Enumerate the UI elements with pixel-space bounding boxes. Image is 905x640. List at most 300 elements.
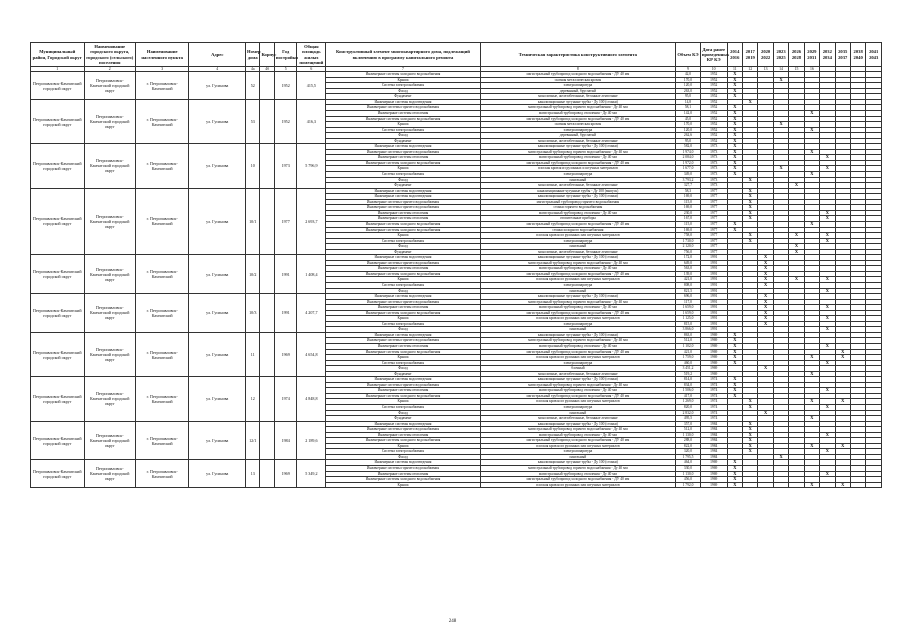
characteristic-cell: магистральный трубопровод отопления - Ду 40 мм (480, 266, 676, 272)
volume-cell: 2 084,0 (676, 155, 701, 161)
characteristic-cell: электроаппаратура (480, 282, 676, 288)
period-mark-cell: X (789, 249, 804, 255)
element-cell: Крыша (326, 277, 480, 283)
element-cell: Инженерные системы холодного водоснабжения (326, 221, 480, 227)
living-area-cell: 416,3 (297, 99, 326, 143)
living-area-cell: 2 189,6 (297, 421, 326, 460)
period-mark-cell: X (727, 377, 742, 383)
volume-cell: 1 795,5 (676, 454, 701, 460)
characteristic-cell: магистральный трубопровод горячего водоснабжения - Ду 40 мм (480, 299, 676, 305)
year-built-cell: 1952 (274, 72, 297, 100)
prev-repair-date-cell: 1991 (700, 321, 727, 327)
prev-repair-date-cell: 1977 (700, 210, 727, 216)
prev-repair-date-cell: 1974 (700, 399, 727, 405)
element-cell: Система электроснабжения (326, 172, 480, 178)
column-header: 2026 2028 (789, 43, 804, 67)
element-cell: Крыша (326, 443, 480, 449)
column-number: 16 (804, 67, 819, 72)
volume-cell: 169,0 (676, 205, 701, 211)
characteristic-cell: стояки горячего водоснабжения (480, 205, 676, 211)
characteristic-cell: магистральный трубопровод отопления - Ду 40 мм (480, 210, 676, 216)
volume-cell: 3 793,2 (676, 177, 701, 183)
prev-repair-date-cell: 1952 (700, 83, 727, 89)
characteristic-cell: магистральный трубопровод отопления - Ду 40 мм (480, 388, 676, 394)
address-cell: ул. Гусинова (189, 99, 246, 143)
characteristic-cell: монолитные, железобетонные, бетонные ленточные (480, 183, 676, 189)
volume-cell: 808,0 (676, 282, 701, 288)
period-mark-cell: X (758, 294, 773, 300)
characteristic-cell: монолитные, железобетонные, бетонные ленточные (480, 94, 676, 100)
period-mark-cell: X (727, 166, 742, 172)
element-cell: Крыша (326, 482, 480, 488)
volume-cell: 820,0 (676, 405, 701, 411)
element-cell: Инженерные системы холодного водоснабжения (326, 271, 480, 277)
characteristic-cell: канализационные чугунные трубы - Ду 100 (стояки) (480, 99, 676, 105)
volume-cell: 3 866,0 (676, 327, 701, 333)
element-cell: Инженерные системы отопления (326, 155, 480, 161)
volume-cell: 95,0 (676, 94, 701, 100)
table-header-row (31, 43, 882, 67)
district-cell: Петропавловск-Камчатский городской округ (31, 144, 85, 188)
element-cell: Инженерные системы холодного водоснабжения (326, 227, 480, 233)
volume-cell: 519,2 (676, 371, 701, 377)
prev-repair-date-cell: 1991 (700, 305, 727, 311)
period-mark-cell: X (758, 299, 773, 305)
prev-repair-date-cell: 1984 (700, 427, 727, 433)
column-number: 14 (773, 67, 788, 72)
period-mark-cell: X (727, 149, 742, 155)
prev-repair-date-cell: 1984 (700, 449, 727, 455)
settlement-cell: Петропавловск-Камчатский городской округ (84, 460, 135, 488)
volume-cell: 834,0 (676, 382, 701, 388)
prev-repair-date-cell: 1969 (700, 360, 727, 366)
building-corpus-cell (260, 188, 274, 255)
living-area-cell: 4 848,8 (297, 377, 326, 421)
year-built-cell: 1991 (274, 255, 297, 294)
volume-cell: 42,0 (676, 72, 701, 78)
period-mark-cell: X (742, 194, 757, 200)
column-header: Дата ранее проведенных КР КЭ (700, 43, 727, 67)
prev-repair-date-cell: 1977 (700, 216, 727, 222)
prev-repair-date-cell: 1973 (700, 183, 727, 189)
period-mark-cell: X (742, 399, 757, 405)
element-cell: Инженерные системы холодного водоснабжения (326, 116, 480, 122)
house-number-cell: 12 (246, 377, 260, 421)
characteristic-cell: канализационные чугунные трубы - Ду 100 (выпуск) (480, 188, 676, 194)
element-cell: Инженерные системы горячего водоснабжения (326, 466, 480, 472)
volume-cell: 417,0 (676, 393, 701, 399)
period-mark-cell (742, 482, 757, 488)
volume-cell: 320,0 (676, 449, 701, 455)
period-mark-cell: X (773, 122, 788, 128)
district-cell: Петропавловск-Камчатский городской округ (31, 188, 85, 255)
prev-repair-date-cell: 1991 (700, 271, 727, 277)
district-cell: Петропавловск-Камчатский городской округ (31, 460, 85, 488)
volume-cell: 115,0 (676, 199, 701, 205)
district-cell: Петропавловск-Камчатский городской округ (31, 421, 85, 460)
element-cell: Фундамент (326, 249, 480, 255)
address-cell: ул. Гусинова (189, 144, 246, 188)
address-cell: ул. Гусинова (189, 421, 246, 460)
element-cell: Инженерные системы отопления (326, 343, 480, 349)
house-number-cell: 10/1 (246, 188, 260, 255)
characteristic-cell: магистральный трубопровод отопления - Ду 40 мм (480, 432, 676, 438)
characteristic-cell: магистральный трубопровод холодного водоснабжения - ДУ 40 мм (480, 438, 676, 444)
volume-cell: 1 102,0 (676, 343, 701, 349)
period-mark-cell: X (727, 133, 742, 139)
prev-repair-date-cell: 1974 (700, 410, 727, 416)
district-cell: Петропавловск-Камчатский городской округ (31, 377, 85, 421)
volume-cell: 1 730,0 (676, 238, 701, 244)
prev-repair-date-cell: 1974 (700, 382, 727, 388)
year-built-cell: 1969 (274, 460, 297, 488)
period-mark-cell: X (820, 327, 835, 333)
period-mark-cell: X (820, 405, 835, 411)
element-cell: Фундамент (326, 138, 480, 144)
period-mark-cell: X (773, 77, 788, 83)
volume-cell: 1 506,0 (676, 388, 701, 394)
period-mark-cell: X (835, 482, 850, 488)
period-mark-cell: X (727, 471, 742, 477)
prev-repair-date-cell: 1973 (700, 155, 727, 161)
period-mark-cell: X (727, 482, 742, 488)
element-cell: Инженерные системы отопления (326, 305, 480, 311)
element-cell: Инженерные системы водоотведения (326, 294, 480, 300)
column-number: 2 (84, 67, 135, 72)
characteristic-cell: канализационные чугунные трубы - Ду 100 (стояки) (480, 294, 676, 300)
prev-repair-date-cell: 1952 (700, 72, 727, 78)
period-mark-cell: X (820, 233, 835, 239)
year-built-cell: 1991 (274, 294, 297, 333)
characteristic-cell: плоская кровля из рулонных и штучных материалов (480, 166, 676, 172)
period-mark-cell: X (727, 72, 742, 78)
volume-cell: 330,0 (676, 466, 701, 472)
period-mark-cell: X (835, 349, 850, 355)
period-mark-cell: X (727, 227, 742, 233)
period-mark-cell: X (820, 210, 835, 216)
element-cell: Крыша (326, 399, 480, 405)
element-cell: Фасад (326, 366, 480, 372)
prev-repair-date-cell: 1973 (700, 144, 727, 150)
locality-cell: г. Петропавловск-Камчатский (135, 294, 189, 333)
period-mark-cell: X (804, 371, 819, 377)
volume-cell: 139,0 (676, 271, 701, 277)
period-mark-cell (758, 482, 773, 488)
prev-repair-date-cell: 1952 (700, 88, 727, 94)
element-cell: Инженерные системы водоотведения (326, 332, 480, 338)
period-mark-cell: X (804, 355, 819, 361)
element-cell: Инженерные системы холодного водоснабжения (326, 349, 480, 355)
house-number-cell: 52 (246, 72, 260, 100)
volume-cell: 696,0 (676, 294, 701, 300)
locality-cell: г. Петропавловск-Камчатский (135, 188, 189, 255)
characteristic-cell: канализационные чугунные трубы - Ду 100 (стояки) (480, 144, 676, 150)
element-cell: Инженерные системы горячего водоснабжения (326, 105, 480, 111)
period-mark-cell: X (820, 238, 835, 244)
element-cell: Инженерные системы водоотведения (326, 460, 480, 466)
district-cell: Петропавловск-Камчатский городской округ (31, 99, 85, 143)
volume-cell: 464,0 (676, 460, 701, 466)
period-mark-cell: X (835, 443, 850, 449)
volume-cell: 863,0 (676, 332, 701, 338)
characteristic-cell: электроаппаратура (480, 238, 676, 244)
settlement-cell: Петропавловск-Камчатский городской округ (84, 294, 135, 333)
element-cell: Крыша (326, 122, 480, 128)
period-mark-cell: X (727, 360, 742, 366)
volume-cell: 460,0 (676, 360, 701, 366)
period-mark-cell: X (727, 393, 742, 399)
period-mark-cell: X (742, 216, 757, 222)
house-number-cell: 10/3 (246, 294, 260, 333)
characteristic-cell: магистральный трубопровод горячего водоснабжения - Ду 40 мм (480, 382, 676, 388)
house-number-cell: 12/1 (246, 421, 260, 460)
prev-repair-date-cell: 1969 (700, 477, 727, 483)
period-mark-cell: X (727, 105, 742, 111)
characteristic-cell: магистральный трубопровод холодного водоснабжения - ДУ 40 мм (480, 477, 676, 483)
element-cell: Фасад (326, 327, 480, 333)
locality-cell: г. Петропавловск-Камчатский (135, 255, 189, 294)
characteristic-cell: магистральный трубопровод горячего водоснабжения - Ду 40 мм (480, 149, 676, 155)
element-cell: Инженерные системы холодного водоснабжения (326, 477, 480, 483)
element-cell: Инженерные системы холодного водоснабжения (326, 438, 480, 444)
characteristic-cell: магистральный трубопровод горячего водоснабжения - Ду 40 мм (480, 338, 676, 344)
element-cell: Инженерные системы отопления (326, 111, 480, 117)
prev-repair-date-cell: 1969 (700, 460, 727, 466)
period-mark-cell: X (742, 443, 757, 449)
element-cell: Крыша (326, 355, 480, 361)
characteristic-cell: магистральный трубопровод холодного водоснабжения - ДУ 40 мм (480, 349, 676, 355)
element-cell: Инженерные системы горячего водоснабжения (326, 149, 480, 155)
period-mark-cell: X (727, 382, 742, 388)
element-cell: Инженерные системы отопления (326, 432, 480, 438)
settlement-cell: Петропавловск-Камчатский городской округ (84, 421, 135, 460)
year-built-cell: 1984 (274, 421, 297, 460)
element-cell: Инженерные системы водоотведения (326, 188, 480, 194)
period-mark-cell: X (758, 266, 773, 272)
period-mark-cell: X (758, 410, 773, 416)
characteristic-cell: магистральный трубопровод холодного водоснабжения - ДУ 40 мм (480, 160, 676, 166)
characteristic-cell: плоская кровля из рулонных или штучных материалов (480, 482, 676, 488)
element-cell: Фундамент (326, 416, 480, 422)
volume-cell: 45,0 (676, 116, 701, 122)
period-mark-cell: X (727, 94, 742, 100)
characteristic-cell: магистральный трубопровод отопления - Ду 40 мм (480, 111, 676, 117)
column-number: 4 (189, 67, 246, 72)
column-header: Год постройки (274, 43, 297, 67)
period-mark-cell: X (742, 199, 757, 205)
element-cell: Инженерные системы водоотведения (326, 377, 480, 383)
period-mark-cell: X (758, 321, 773, 327)
characteristic-cell: электроаппаратура (480, 321, 676, 327)
period-mark-cell: X (727, 127, 742, 133)
year-built-cell: 1977 (274, 188, 297, 255)
column-number: 15 (789, 67, 804, 72)
volume-cell: 2 120,0 (676, 244, 701, 250)
living-area-cell: 2 693,7 (297, 188, 326, 255)
period-mark-cell: X (727, 155, 742, 161)
column-header: Корпус (260, 43, 274, 67)
house-number-cell: 53 (246, 99, 260, 143)
period-mark-cell: X (727, 338, 742, 344)
volume-cell: 1 972,0 (676, 160, 701, 166)
settlement-cell: Петропавловск-Камчатский городской округ (84, 144, 135, 188)
characteristic-cell: магистральный трубопровод холодного водоснабжения - ДУ 40 мм (480, 393, 676, 399)
volume-cell: 512,0 (676, 338, 701, 344)
locality-cell: г. Петропавловск-Камчатский (135, 421, 189, 460)
period-mark-cell: X (727, 83, 742, 89)
volume-cell: 263,0 (676, 88, 701, 94)
prev-repair-date-cell: 1969 (700, 349, 727, 355)
building-corpus-cell (260, 72, 274, 100)
element-cell: Фасад (326, 410, 480, 416)
prev-repair-date-cell: 1973 (700, 172, 727, 178)
period-mark-cell: X (820, 360, 835, 366)
prev-repair-date-cell: 1991 (700, 299, 727, 305)
prev-repair-date-cell: 1952 (700, 94, 727, 100)
building-corpus-cell (260, 144, 274, 188)
characteristic-cell: панельный (480, 288, 676, 294)
building-corpus-cell (260, 294, 274, 333)
column-number: 4б (260, 67, 274, 72)
element-cell: Фасад (326, 88, 480, 94)
characteristic-cell: панельный (480, 410, 676, 416)
period-mark-cell: X (742, 438, 757, 444)
living-area-cell: 1 408,4 (297, 255, 326, 294)
period-mark-cell: X (742, 188, 757, 194)
prev-repair-date-cell: 1969 (700, 355, 727, 361)
period-mark-cell: X (820, 471, 835, 477)
element-cell: Инженерные системы холодного водоснабжения (326, 160, 480, 166)
characteristic-cell: плоская кровля из рулонных или штучных материалов (480, 399, 676, 405)
period-mark-cell: X (835, 399, 850, 405)
prev-repair-date-cell: 1973 (700, 177, 727, 183)
prev-repair-date-cell: 1977 (700, 233, 727, 239)
column-header: Наименование населенного пункта (135, 43, 189, 67)
characteristic-cell: деревянный, брусчатый (480, 133, 676, 139)
locality-cell: г. Петропавловск-Камчатский (135, 460, 189, 488)
element-cell: Крыша (326, 233, 480, 239)
period-mark-cell: X (820, 288, 835, 294)
period-mark-cell: X (727, 138, 742, 144)
element-cell: Система электроснабжения (326, 449, 480, 455)
prev-repair-date-cell: 1991 (700, 316, 727, 322)
period-mark-cell: X (742, 177, 757, 183)
period-mark-cell: X (742, 432, 757, 438)
period-mark-cell: X (804, 416, 819, 422)
prev-repair-date-cell: 1984 (700, 432, 727, 438)
characteristic-cell: плоская кровля из рулонных или штучных материалов (480, 316, 676, 322)
volume-cell: 120,0 (676, 127, 701, 133)
period-mark-cell: X (773, 454, 788, 460)
characteristic-cell: скатная металлическая кровля (480, 122, 676, 128)
period-mark-cell: X (727, 116, 742, 122)
locality-cell: г. Петропавловск-Камчатский (135, 332, 189, 376)
locality-cell: г. Петропавловск-Камчатский (135, 72, 189, 100)
period-mark-cell: X (758, 316, 773, 322)
volume-cell: 649,0 (676, 260, 701, 266)
prev-repair-date-cell: 1977 (700, 205, 727, 211)
volume-cell: 170,0 (676, 77, 701, 83)
period-mark-cell: X (820, 305, 835, 311)
building-corpus-cell (260, 460, 274, 488)
prev-repair-date-cell: 1977 (700, 194, 727, 200)
period-mark-cell: X (804, 399, 819, 405)
element-cell: Инженерные системы отопления (326, 388, 480, 394)
settlement-cell: Петропавловск-Камчатский городской округ (84, 377, 135, 421)
element-cell: Фасад (326, 288, 480, 294)
volume-cell: 117,0 (676, 299, 701, 305)
characteristic-cell: магистральный трубопровод холодного водоснабжения - ДУ 40 мм (480, 116, 676, 122)
characteristic-cell: монолитные, железобетонные, бетонные ленточные (480, 416, 676, 422)
prev-repair-date-cell: 1973 (700, 149, 727, 155)
volume-cell: 115,0 (676, 221, 701, 227)
building-corpus-cell (260, 99, 274, 143)
characteristic-cell: магистральный трубопровод отопления - Ду 40 мм (480, 305, 676, 311)
period-mark-cell: X (727, 144, 742, 150)
prev-repair-date-cell: 1991 (700, 282, 727, 288)
period-mark-cell: X (727, 343, 742, 349)
characteristic-cell: канализационные чугунные трубы - Ду 100 (стояки) (480, 194, 676, 200)
characteristic-cell: электроаппаратура (480, 83, 676, 89)
volume-cell: 120,0 (676, 83, 701, 89)
volume-cell: 327,7 (676, 183, 701, 189)
period-mark-cell: X (758, 282, 773, 288)
locality-cell: г. Петропавловск-Камчатский (135, 144, 189, 188)
period-mark-cell: X (835, 355, 850, 361)
element-cell: Фасад (326, 454, 480, 460)
period-mark-cell: X (820, 216, 835, 222)
district-cell: Петропавловск-Камчатский городской округ (31, 332, 85, 376)
prev-repair-date-cell: 1969 (700, 332, 727, 338)
column-header: Адрес (189, 43, 246, 67)
prev-repair-date-cell: 1974 (700, 393, 727, 399)
element-cell: Система электроснабжения (326, 127, 480, 133)
period-mark-cell: X (804, 221, 819, 227)
column-header: Муниципальный район, Городской округ (31, 43, 85, 67)
characteristic-cell: электроаппаратура (480, 172, 676, 178)
living-area-cell: 415,5 (297, 72, 326, 100)
characteristic-cell: канализационные чугунные трубы - Ду 100 (стояки) (480, 421, 676, 427)
table-body (31, 72, 882, 488)
element-cell: Крыша (326, 77, 480, 83)
period-mark-cell (789, 482, 804, 488)
volume-cell: 456,0 (676, 477, 701, 483)
column-header: 2041 2043 (866, 43, 882, 67)
column-header: Конструктивный элемент многоквартирного дома, подлежащий включению в программу капитального ремонта (326, 43, 480, 67)
characteristic-cell: магистральный трубопровод холодного водоснабжения - ДУ 40 мм (480, 72, 676, 78)
period-mark-cell: X (804, 443, 819, 449)
period-mark-cell: X (742, 405, 757, 411)
volume-cell: 357,0 (676, 421, 701, 427)
settlement-cell: Петропавловск-Камчатский городской округ (84, 255, 135, 294)
column-header: 2023 2025 (773, 43, 788, 67)
column-header: Общая площадь жилых помещений (297, 43, 326, 67)
element-cell: Система электроснабжения (326, 238, 480, 244)
period-mark-cell: X (804, 127, 819, 133)
column-number: 8 (480, 67, 676, 72)
period-mark-cell: X (727, 477, 742, 483)
period-mark-cell: X (820, 449, 835, 455)
period-mark-cell (820, 482, 835, 488)
prev-repair-date-cell: 1977 (700, 238, 727, 244)
living-area-cell: 5 349,2 (297, 460, 326, 488)
year-built-cell: 1952 (274, 99, 297, 143)
volume-cell: 172,0 (676, 255, 701, 261)
element-cell: Инженерные системы отопления (326, 266, 480, 272)
element-cell: Система электроснабжения (326, 405, 480, 411)
year-built-cell: 1973 (274, 144, 297, 188)
column-header: Техническая характеристика конструктивного элемента (480, 43, 676, 67)
